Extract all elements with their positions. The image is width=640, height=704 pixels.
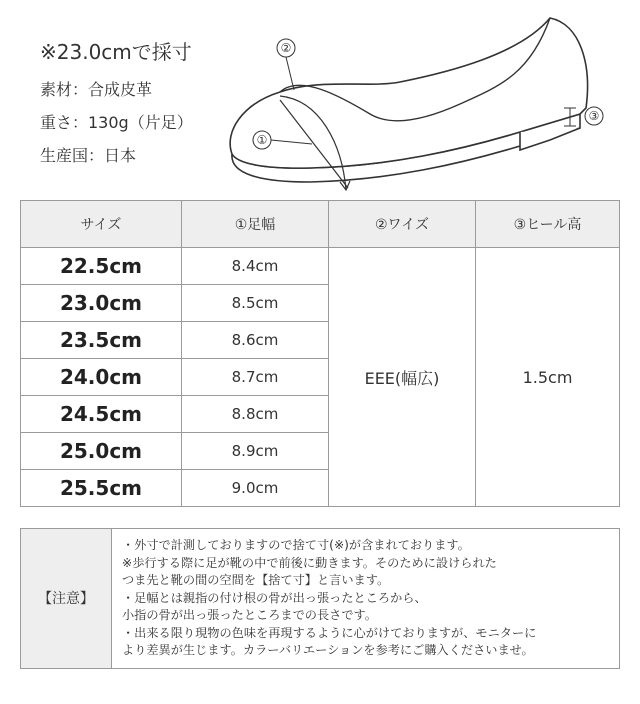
notice-line: より差異が生じます。カラーバリエーションを参考にご購入くださいませ。 [122,643,534,657]
width-cell: 8.4cm [182,248,329,285]
notice-line: 小指の骨が出っ張ったところまでの長さです。 [122,608,377,622]
label-1: ① [256,133,268,147]
width-cell: 8.7cm [182,359,329,396]
size-cell: 25.0cm [21,433,182,470]
notice-body [112,529,620,669]
size-cell: 24.5cm [21,396,182,433]
notice-line: ・出来る限り現物の色味を再現するように心がけておりますが、モニターに [122,625,537,640]
notice-box [20,528,620,669]
size-cell: 23.0cm [21,285,182,322]
product-info [40,36,193,176]
notice-line: ※歩行する際に足が靴の中で前後に動きます。そのために設けられた [122,555,497,570]
size-table [20,200,620,507]
origin-text: 生産国：日本 [40,146,137,165]
size-cell: 25.5cm [21,470,182,507]
label-2: ② [280,41,292,55]
weight-text: 重さ：130g（片足） [40,113,193,132]
size-cell: 23.5cm [21,322,182,359]
header-heel: ③ヒール高 [476,201,620,248]
width-cell: 8.9cm [182,433,329,470]
width-cell: 8.8cm [182,396,329,433]
label-3: ③ [588,109,600,123]
size-cell: 22.5cm [21,248,182,285]
material-text: 素材：合成皮革 [40,80,153,99]
header-wise: ②ワイズ [329,201,476,248]
notice-label: 【注意】 [21,529,112,669]
size-cell: 24.0cm [21,359,182,396]
wise-cell: EEE(幅広) [329,248,476,507]
width-cell: 8.5cm [182,285,329,322]
width-cell: 8.6cm [182,322,329,359]
header-width: ①足幅 [182,201,329,248]
header-size: サイズ [21,201,182,248]
heel-cell: 1.5cm [476,248,620,507]
width-cell: 9.0cm [182,470,329,507]
notice-line: ・外寸で計測しておりますので捨て寸(※)が含まれております。 [122,538,470,552]
notice-line: ・足幅とは親指の付け根の骨が出っ張ったところから、 [122,590,427,605]
measurement-note: ※23.0cmで採寸 [40,40,192,64]
notice-line: つま先と靴の間の空間を【捨て寸】と言います。 [122,573,390,587]
shoe-diagram [220,4,620,194]
